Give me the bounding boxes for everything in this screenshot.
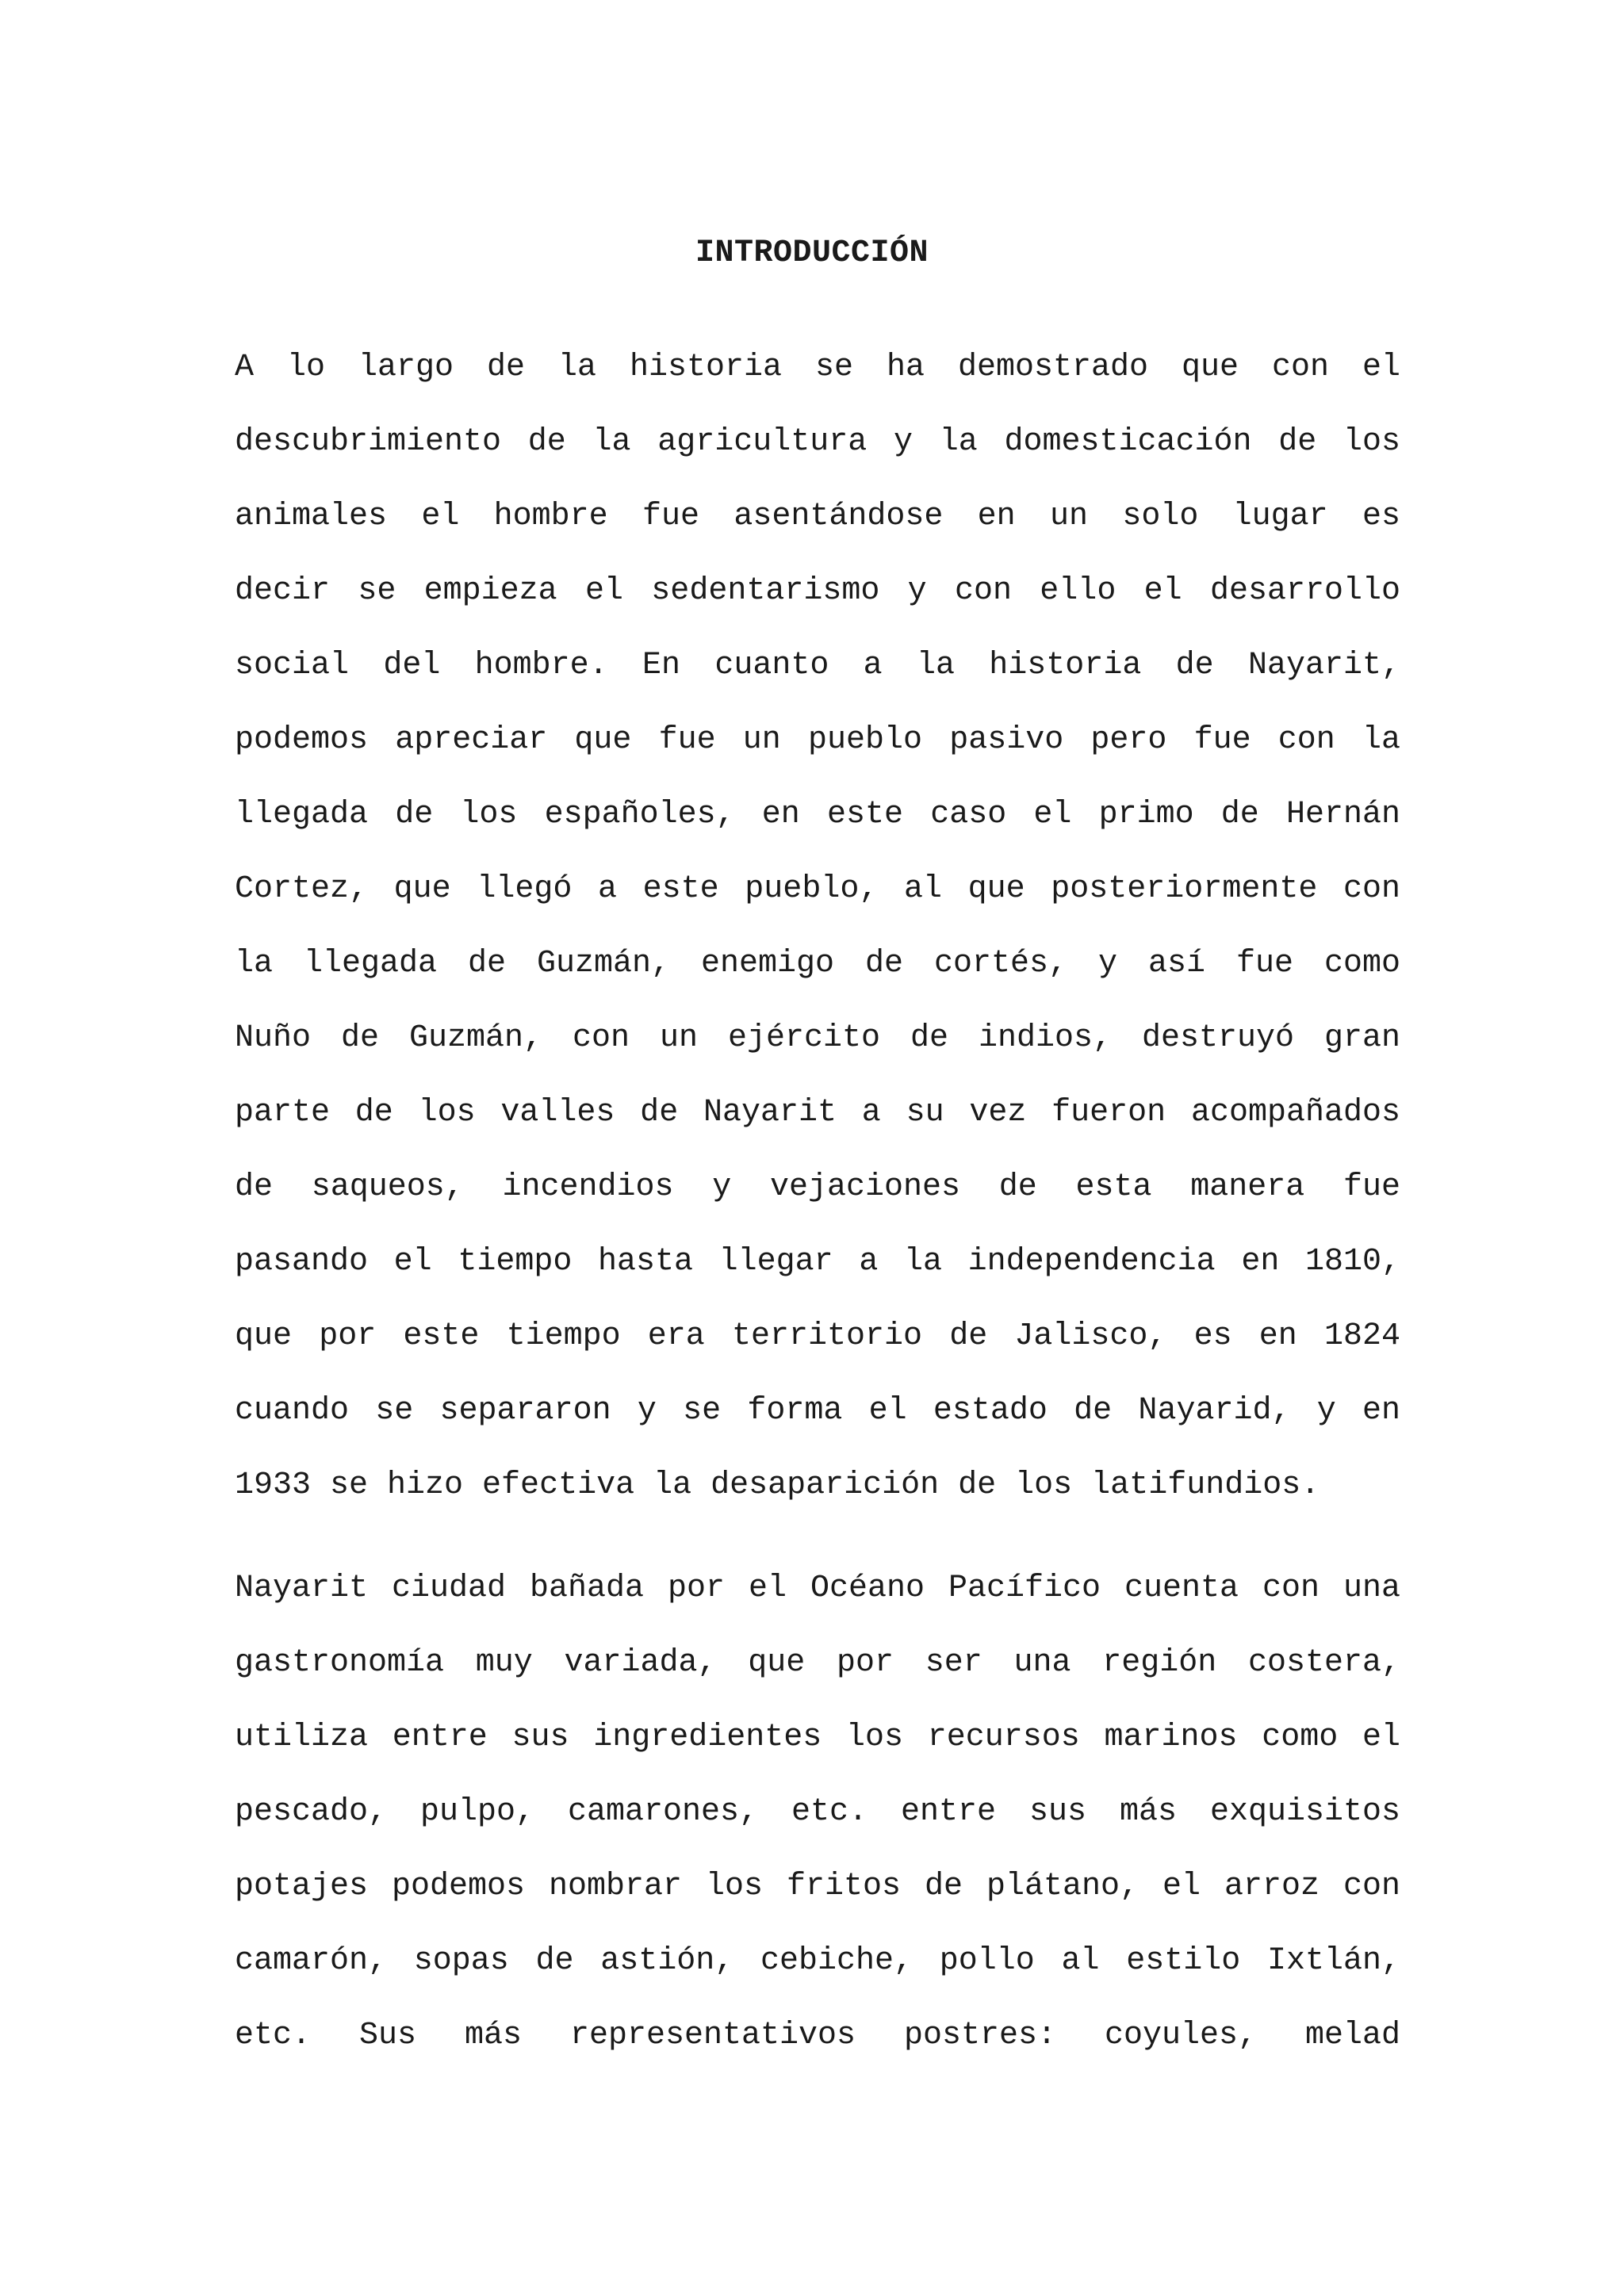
text-line: de saqueos, incendios y vejaciones de esta manera fue [235,1169,1400,1205]
text-line: parte de los valles de Nayarit a su vez fueron acompañados [235,1095,1400,1131]
text-line: decir se empieza el sedentarismo y con ello el desarrollo [235,573,1400,609]
text-line: etc. Sus más representativos postres: coyules, melad [235,2018,1400,2053]
text-line: utiliza entre sus ingredientes los recursos marinos como el [235,1720,1400,1755]
text-line: descubrimiento de la agricultura y la domesticación de los [235,424,1400,460]
text-line: camarón, sopas de astión, cebiche, pollo al estilo Ixtlán, [235,1943,1400,1979]
text-line: Cortez, que llegó a este pueblo, al que posteriormente con [235,871,1400,907]
text-line: potajes podemos nombrar los fritos de plátano, el arroz con [235,1869,1400,1904]
page-title: INTRODUCCIÓN [695,235,929,271]
text-line: la llegada de Guzmán, enemigo de cortés, y así fue como [235,946,1400,982]
text-line: podemos apreciar que fue un pueblo pasivo pero fue con la [235,722,1400,758]
text-line: que por este tiempo era territorio de Jalisco, es en 1824 [235,1318,1400,1354]
text-line: A lo largo de la historia se ha demostrado que con el [235,350,1400,385]
text-line: pasando el tiempo hasta llegar a la independencia en 1810, [235,1244,1400,1280]
text-line: 1933 se hizo efectiva la desaparición de los latifundios. [235,1468,1320,1503]
text-line: llegada de los españoles, en este caso el primo de Hernán [235,797,1400,832]
text-line: Nuño de Guzmán, con un ejército de indios, destruyó gran [235,1020,1400,1056]
text-line: cuando se separaron y se forma el estado de Nayarid, y en [235,1393,1400,1429]
text-line: gastronomía muy variada, que por ser una región costera, [235,1645,1400,1681]
text-line: Nayarit ciudad bañada por el Océano Pacífico cuenta con una [235,1571,1400,1606]
text-line: social del hombre. En cuanto a la historia de Nayarit, [235,648,1400,683]
text-line: pescado, pulpo, camarones, etc. entre sus más exquisitos [235,1794,1400,1830]
text-line: animales el hombre fue asentándose en un solo lugar es [235,499,1400,534]
